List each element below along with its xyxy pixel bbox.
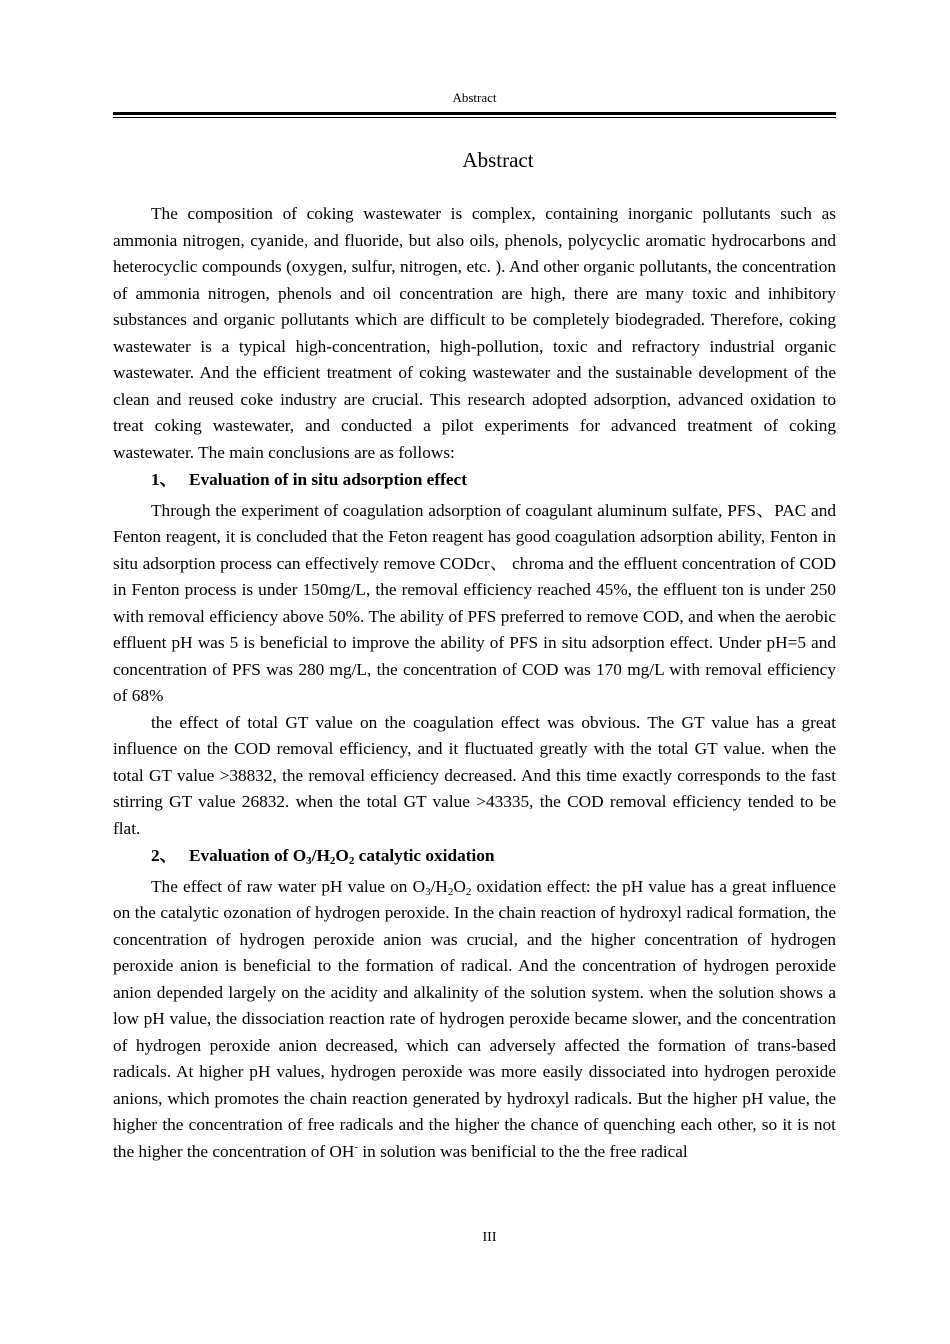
- subscript: 2: [465, 885, 472, 898]
- paragraph-intro: The composition of coking wastewater is complex, containing inorganic pollutants such as ammonia nitrogen, cyanide, and fluoride, but also oils, phenols, polycyclic aromatic hydrocarbons and heterocyclic compounds (oxygen, sulfur, nitrogen, etc. ). And other organic pollutants, the concentration of ammonia nitrogen, phenols and oil concentration are high, there are many toxic and inhibitory substances and organic pollutants which are difficult to be completely biodegraded. Therefore, coking wastewater is a typical high-concentration, high-pollution, toxic and refractory industrial organic wastewater. And the efficient treatment of coking wastewater and the sustainable development of the clean and reused coke industry are crucial. This research adopted adsorption, advanced oxidation to treat coking wastewater, and conducted a pilot experiments for advanced treatment of coking wastewater. The main conclusions are as follows:: [113, 204, 836, 462]
- text-run: The effect of raw water pH value on O: [151, 876, 426, 896]
- text-run: /H: [430, 876, 448, 896]
- section-title-2: [189, 846, 495, 865]
- abstract-body: [113, 201, 836, 1165]
- superscript: -: [354, 1140, 359, 1153]
- header-rule-thin: [113, 117, 836, 118]
- paragraph-adsorption: Through the experiment of coagulation adsorption of coagulant aluminum sulfate, PFS、PAC and Fenton reagent, it is concluded that the Feton reagent has good coagulation adsorption ability, Fenton in situ adsorption process can effectively remove CODcr、 chroma and the effluent concentration of COD in Fenton process is under 150mg/L, the removal efficiency reached 45%, the effluent ton is under 250 with removal efficiency above 50%. The ability of PFS preferred to remove COD, and when the aerobic effluent pH was 5 is beneficial to improve the ability of PFS in situ adsorption effect. Under pH=5 and concentration of PFS was 280 mg/L, the concentration of COD was 170 mg/L with removal efficiency of 68%: [113, 500, 836, 705]
- paragraph-ph-effect: [113, 874, 836, 1166]
- running-header: Abstract: [452, 90, 497, 105]
- section-title-1: Evaluation of in situ adsorption effect: [189, 470, 467, 489]
- section-number-2: 2、: [151, 846, 177, 865]
- section-title-2-part: Evaluation of O: [189, 846, 307, 865]
- subscript: 3: [306, 855, 312, 867]
- header-rule-thick: [113, 112, 836, 115]
- page-number: III: [482, 1230, 497, 1245]
- page-title: Abstract: [462, 148, 534, 172]
- section-heading-2: [113, 842, 836, 874]
- section-title-2-part: O: [335, 846, 349, 865]
- subscript: 2: [329, 855, 336, 867]
- subscript: 3: [425, 885, 431, 898]
- paragraph-gt-value: the effect of total GT value on the coagulation effect was obvious. The GT value has a great influence on the COD removal efficiency, and it fluctuated greatly with the total GT value. when the total GT value >38832, the removal efficiency decreased. And this time exactly corresponds to the fast stirring GT value 26832. when the total GT value >43335, the COD removal efficiency tended to be flat.: [113, 712, 836, 838]
- section-title-2-part: /H: [311, 846, 330, 865]
- text-run: oxidation effect: the pH value has a great influence on the catalytic ozonation of hydrogen peroxide. In the chain reaction of hydroxyl radical formation, the concentration of hydrogen peroxide anion was crucial, and the higher concentration of hydrogen peroxide anion is beneficial to the formation of radical. And the concentration of hydrogen peroxide anion depended largely on the acidity and alkalinity of the solution system. when the solution shows a low pH value, the dissociation reaction rate of hydrogen peroxide became slower, and the concentration of hydrogen peroxide anion decreased, which can adversely affected the formation of trans-based radicals. At higher pH values, hydrogen peroxide was more easily dissociated into hydrogen peroxide anions, which promotes the chain reaction generated by hydroxyl radicals. But the higher pH value, the higher the concentration of free radicals and the higher the chance of quenching each other, so it is not the higher the concentration of OH: [113, 876, 836, 1161]
- section-heading-1: [113, 466, 836, 498]
- subscript: 2: [447, 885, 454, 898]
- subscript: 2: [348, 855, 355, 867]
- text-run: in solution was benificial to the the free radical: [358, 1141, 688, 1161]
- text-run: O: [453, 876, 466, 896]
- section-title-2-part: catalytic oxidation: [354, 846, 495, 865]
- section-number-1: 1、: [151, 470, 177, 489]
